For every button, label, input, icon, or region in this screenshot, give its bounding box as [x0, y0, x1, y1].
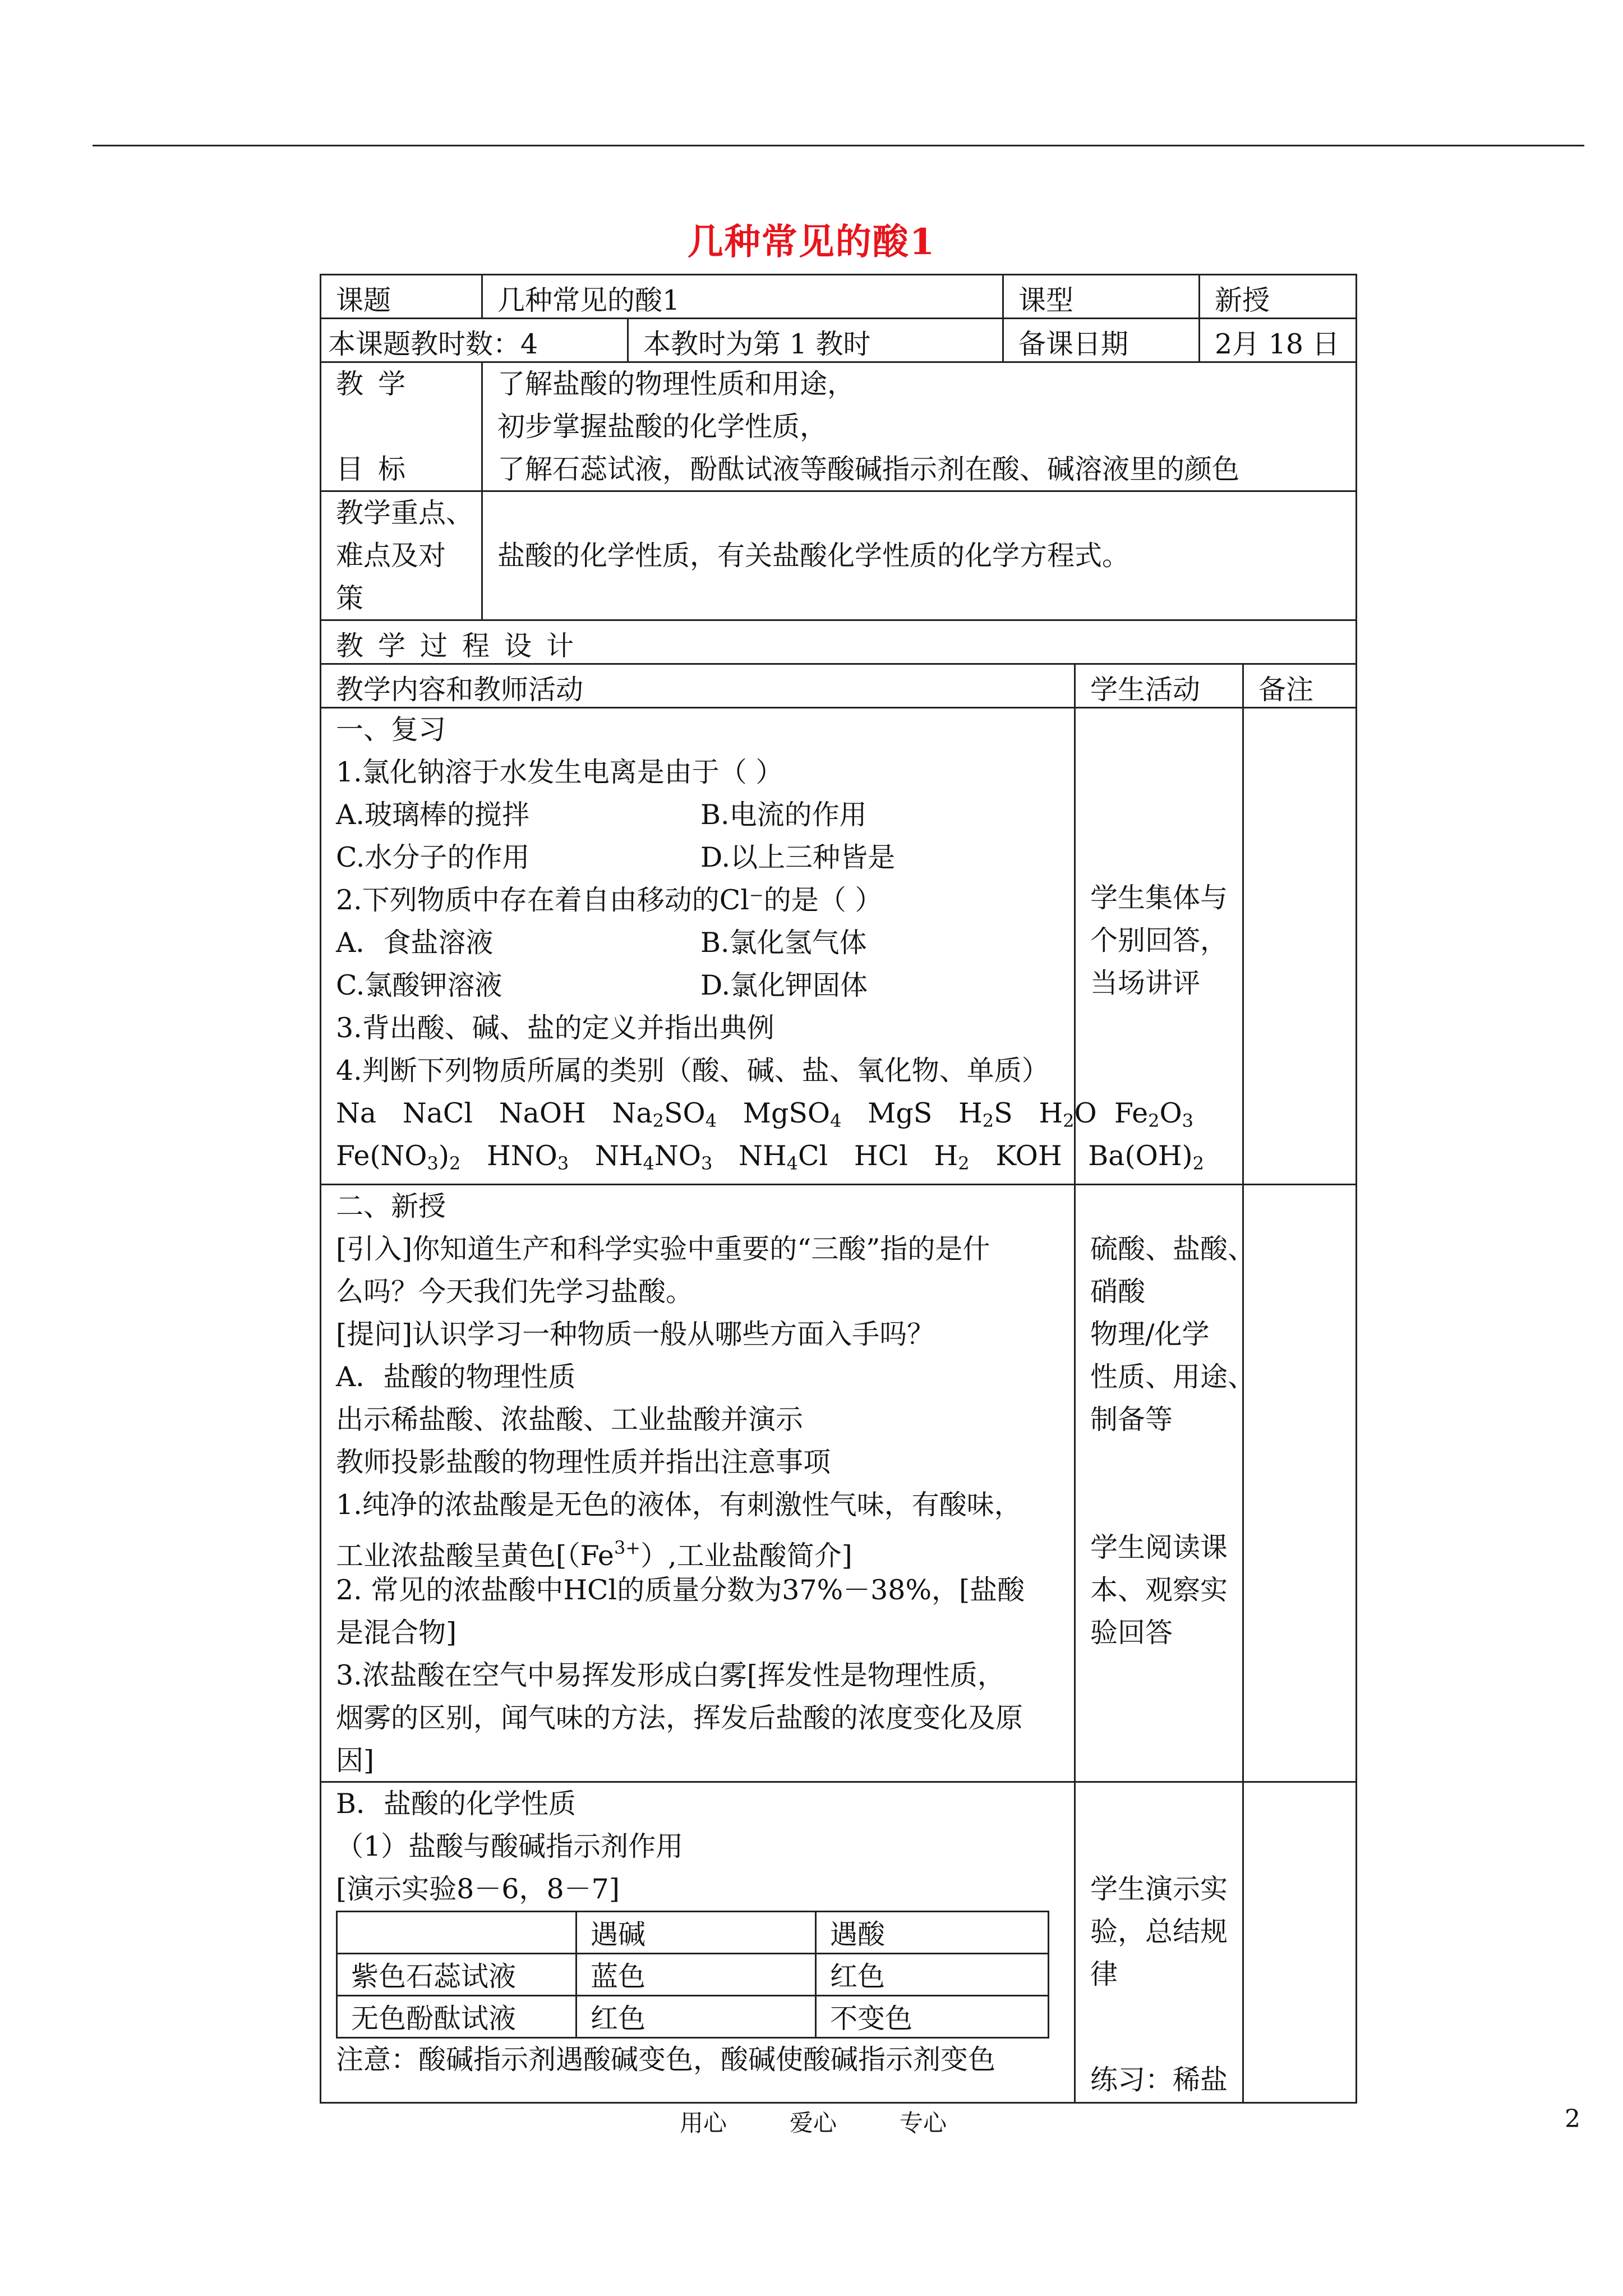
- student-line: 律: [1090, 1958, 1118, 1990]
- review-q2-options: [336, 922, 1074, 964]
- lesson-line: [引入]你知道生产和科学实验中重要的“三酸”指的是什: [336, 1233, 990, 1265]
- lesson-line: 么吗？今天我们先学习盐酸。: [336, 1276, 694, 1308]
- student-line: 硫酸、盐酸、: [1090, 1233, 1256, 1265]
- header-row-2: [321, 319, 1355, 363]
- lesson-line: [提问]认识学习一种物质一般从哪些方面入手吗？: [336, 1318, 935, 1350]
- review-row: [321, 708, 1355, 1185]
- focus-label: [321, 492, 481, 619]
- indicator-row: [337, 1954, 1049, 1996]
- new-lesson-row: [321, 1185, 1355, 1783]
- new-lesson-note: [1242, 1185, 1359, 1781]
- total-periods: 本课题教时数：4: [328, 328, 538, 360]
- lesson-line: 教师投影盐酸的物理性质并指出注意事项: [336, 1446, 831, 1478]
- goals-label: [321, 363, 481, 490]
- indicator-row: [337, 1996, 1049, 2038]
- lesson-line: 1.纯净的浓盐酸是无色的液体，有刺激性气味，有酸味，: [336, 1489, 1022, 1521]
- review-note: [1242, 708, 1359, 1184]
- chem-demo: [演示实验8－6，8－7]: [336, 1873, 620, 1905]
- lesson-line-fe: [336, 1526, 1074, 1572]
- lesson-line: A．盐酸的物理性质: [336, 1361, 576, 1393]
- review-q1-options: [336, 836, 1074, 879]
- indicator-cell: 不变色: [816, 1996, 1049, 2038]
- prep-date-label: 备课日期: [1002, 319, 1198, 361]
- option: D.以上三种皆是: [700, 841, 896, 873]
- review-heading: 一、复习: [336, 714, 446, 746]
- goals-label-top: 教学: [336, 368, 421, 400]
- goals-row: [321, 363, 1355, 492]
- indicator-header: 遇酸: [816, 1912, 1049, 1954]
- chem-note-col: [1242, 1783, 1359, 2102]
- indicator-header-row: [337, 1912, 1049, 1954]
- goal-line: 初步掌握盐酸的化学性质，: [497, 411, 828, 443]
- student-line: 硝酸: [1090, 1276, 1146, 1308]
- chem-content: [321, 1783, 1074, 2102]
- footer-word: 专心: [900, 2109, 947, 2137]
- indicator-table: [336, 1911, 1049, 2039]
- fe-charge: 3+: [614, 1537, 641, 1558]
- prep-date-value: 2月 18 日: [1198, 319, 1359, 361]
- student-line: 物理/化学: [1090, 1318, 1210, 1350]
- new-lesson-content: [321, 1185, 1074, 1781]
- lesson-line: 出示稀盐酸、浓盐酸、工业盐酸并演示: [336, 1404, 804, 1435]
- indicator-cell: 红色: [577, 1996, 816, 2038]
- review-q2: 2.下列物质中存在着自由移动的Cl⁻的是（ ）: [336, 884, 883, 916]
- student-line: 验，总结规: [1090, 1916, 1228, 1948]
- col-content-header: 教学内容和教师活动: [336, 674, 584, 706]
- lesson-type-value: 新授: [1198, 275, 1359, 318]
- review-q2-options: [336, 964, 1074, 1007]
- topic-value: 几种常见的酸1: [481, 275, 1002, 318]
- lesson-line: 烟雾的区别，闻气味的方法，挥发后盐酸的浓度变化及原: [336, 1702, 1023, 1734]
- student-line: 制备等: [1090, 1404, 1173, 1435]
- new-lesson-student: [1074, 1185, 1256, 1781]
- design-title-row: [321, 621, 1355, 665]
- option: B.氯化氢气体: [700, 927, 867, 959]
- focus-label-line: 策: [336, 582, 364, 614]
- option: A.玻璃棒的搅拌: [336, 799, 529, 831]
- review-q1-options: [336, 794, 1074, 836]
- student-line: 学生集体与: [1090, 882, 1228, 914]
- focus-content: [481, 492, 1359, 619]
- focus-text: 盐酸的化学性质，有关盐酸化学性质的化学方程式。: [497, 540, 1130, 572]
- lesson-line: 是混合物]: [336, 1617, 457, 1649]
- new-lesson-heading: 二、新授: [336, 1190, 446, 1222]
- option: A．食盐溶液: [336, 927, 494, 959]
- current-period: 本教时为第 1 教时: [627, 319, 1002, 361]
- header-row-1: [321, 275, 1355, 319]
- fe-pre: 工业浓盐酸呈黄色[（Fe: [336, 1540, 614, 1572]
- option: C.水分子的作用: [336, 841, 530, 873]
- column-header-row: [321, 665, 1355, 708]
- review-q1: 1.氯化钠溶于水发生电离是由于（ ）: [336, 756, 783, 788]
- goals-label-bottom: 目标: [336, 453, 421, 485]
- lesson-line: 2. 常见的浓盐酸中HCl的质量分数为37%－38%，[盐酸: [336, 1574, 1025, 1606]
- col-student-header: 学生活动: [1074, 665, 1242, 707]
- chem-student: [1074, 1783, 1242, 2102]
- formula-line-1: Na NaCl NaOH $Na_2SO_4$ MgSO$_4$ MgS $H_2S$ $H_2O$ $Fe_2O_3$: [336, 1097, 1194, 1131]
- student-line: 本、观察实: [1090, 1574, 1228, 1606]
- practice-line: 练习：稀盐: [1090, 2064, 1228, 2096]
- goals-content: [481, 363, 1359, 490]
- student-line: 验回答: [1090, 1617, 1173, 1649]
- review-q3: 3.背出酸、碱、盐的定义并指出典例: [336, 1012, 774, 1044]
- col-note-header: 备注: [1242, 665, 1359, 707]
- option: B.电流的作用: [700, 799, 867, 831]
- student-line: 学生演示实: [1090, 1873, 1228, 1905]
- design-title: 教学过程设计: [336, 630, 589, 662]
- student-line: 个别回答，: [1090, 924, 1228, 956]
- option: D.氯化钾固体: [700, 969, 868, 1001]
- page-title: 几种常见的酸1: [687, 221, 936, 263]
- lesson-line: 因]: [336, 1745, 375, 1777]
- topic-label: 课题: [336, 284, 391, 316]
- lesson-line: 3.浓盐酸在空气中易挥发形成白雾[挥发性是物理性质，: [336, 1659, 1005, 1691]
- student-line: 性质、用途、: [1090, 1361, 1256, 1393]
- lesson-plan-table: [320, 274, 1357, 2104]
- indicator-cell: 无色酚酞试液: [337, 1996, 577, 2038]
- header-rule: [93, 145, 1584, 146]
- goal-line: 了解盐酸的物理性质和用途，: [497, 368, 855, 400]
- page-number: 2: [1565, 2105, 1580, 2133]
- indicator-cell: 蓝色: [577, 1954, 816, 1996]
- chem-sub: （1）盐酸与酸碱指示剂作用: [336, 1830, 684, 1862]
- review-student: [1074, 708, 1242, 1184]
- goal-line: 了解石蕊试液，酚酞试液等酸碱指示剂在酸、碱溶液里的颜色: [497, 453, 1240, 485]
- focus-row: [321, 492, 1355, 621]
- option: C.氯酸钾溶液: [336, 969, 502, 1001]
- chem-heading: B．盐酸的化学性质: [336, 1788, 577, 1820]
- focus-label-line: 教学重点、: [336, 497, 474, 529]
- indicator-header: 遇碱: [577, 1912, 816, 1954]
- student-line: 学生阅读课: [1090, 1531, 1228, 1563]
- formula-line-2: $Fe(NO_3)_2$ $HNO_3$ $NH_4NO_3$ $NH_4Cl$ HCl $H_2$ KOH $Ba(OH)_2$: [336, 1140, 1204, 1174]
- indicator-header: [337, 1912, 577, 1954]
- indicator-cell: 紫色石蕊试液: [337, 1954, 577, 1996]
- fe-post: ）,工业盐酸简介]: [640, 1540, 852, 1572]
- chem-row: [321, 1783, 1355, 2102]
- chem-note: 注意：酸碱指示剂遇酸碱变色，酸碱使酸碱指示剂变色: [336, 2044, 996, 2076]
- footer-word: 爱心: [790, 2109, 837, 2137]
- indicator-cell: 红色: [816, 1954, 1049, 1996]
- review-q4: 4.判断下列物质所属的类别（酸、碱、盐、氧化物、单质）: [336, 1055, 1049, 1087]
- footer-word: 用心: [680, 2109, 727, 2137]
- lesson-type-label: 课型: [1002, 275, 1198, 318]
- focus-label-line: 难点及对: [336, 540, 446, 572]
- student-line: 当场讲评: [1090, 967, 1201, 999]
